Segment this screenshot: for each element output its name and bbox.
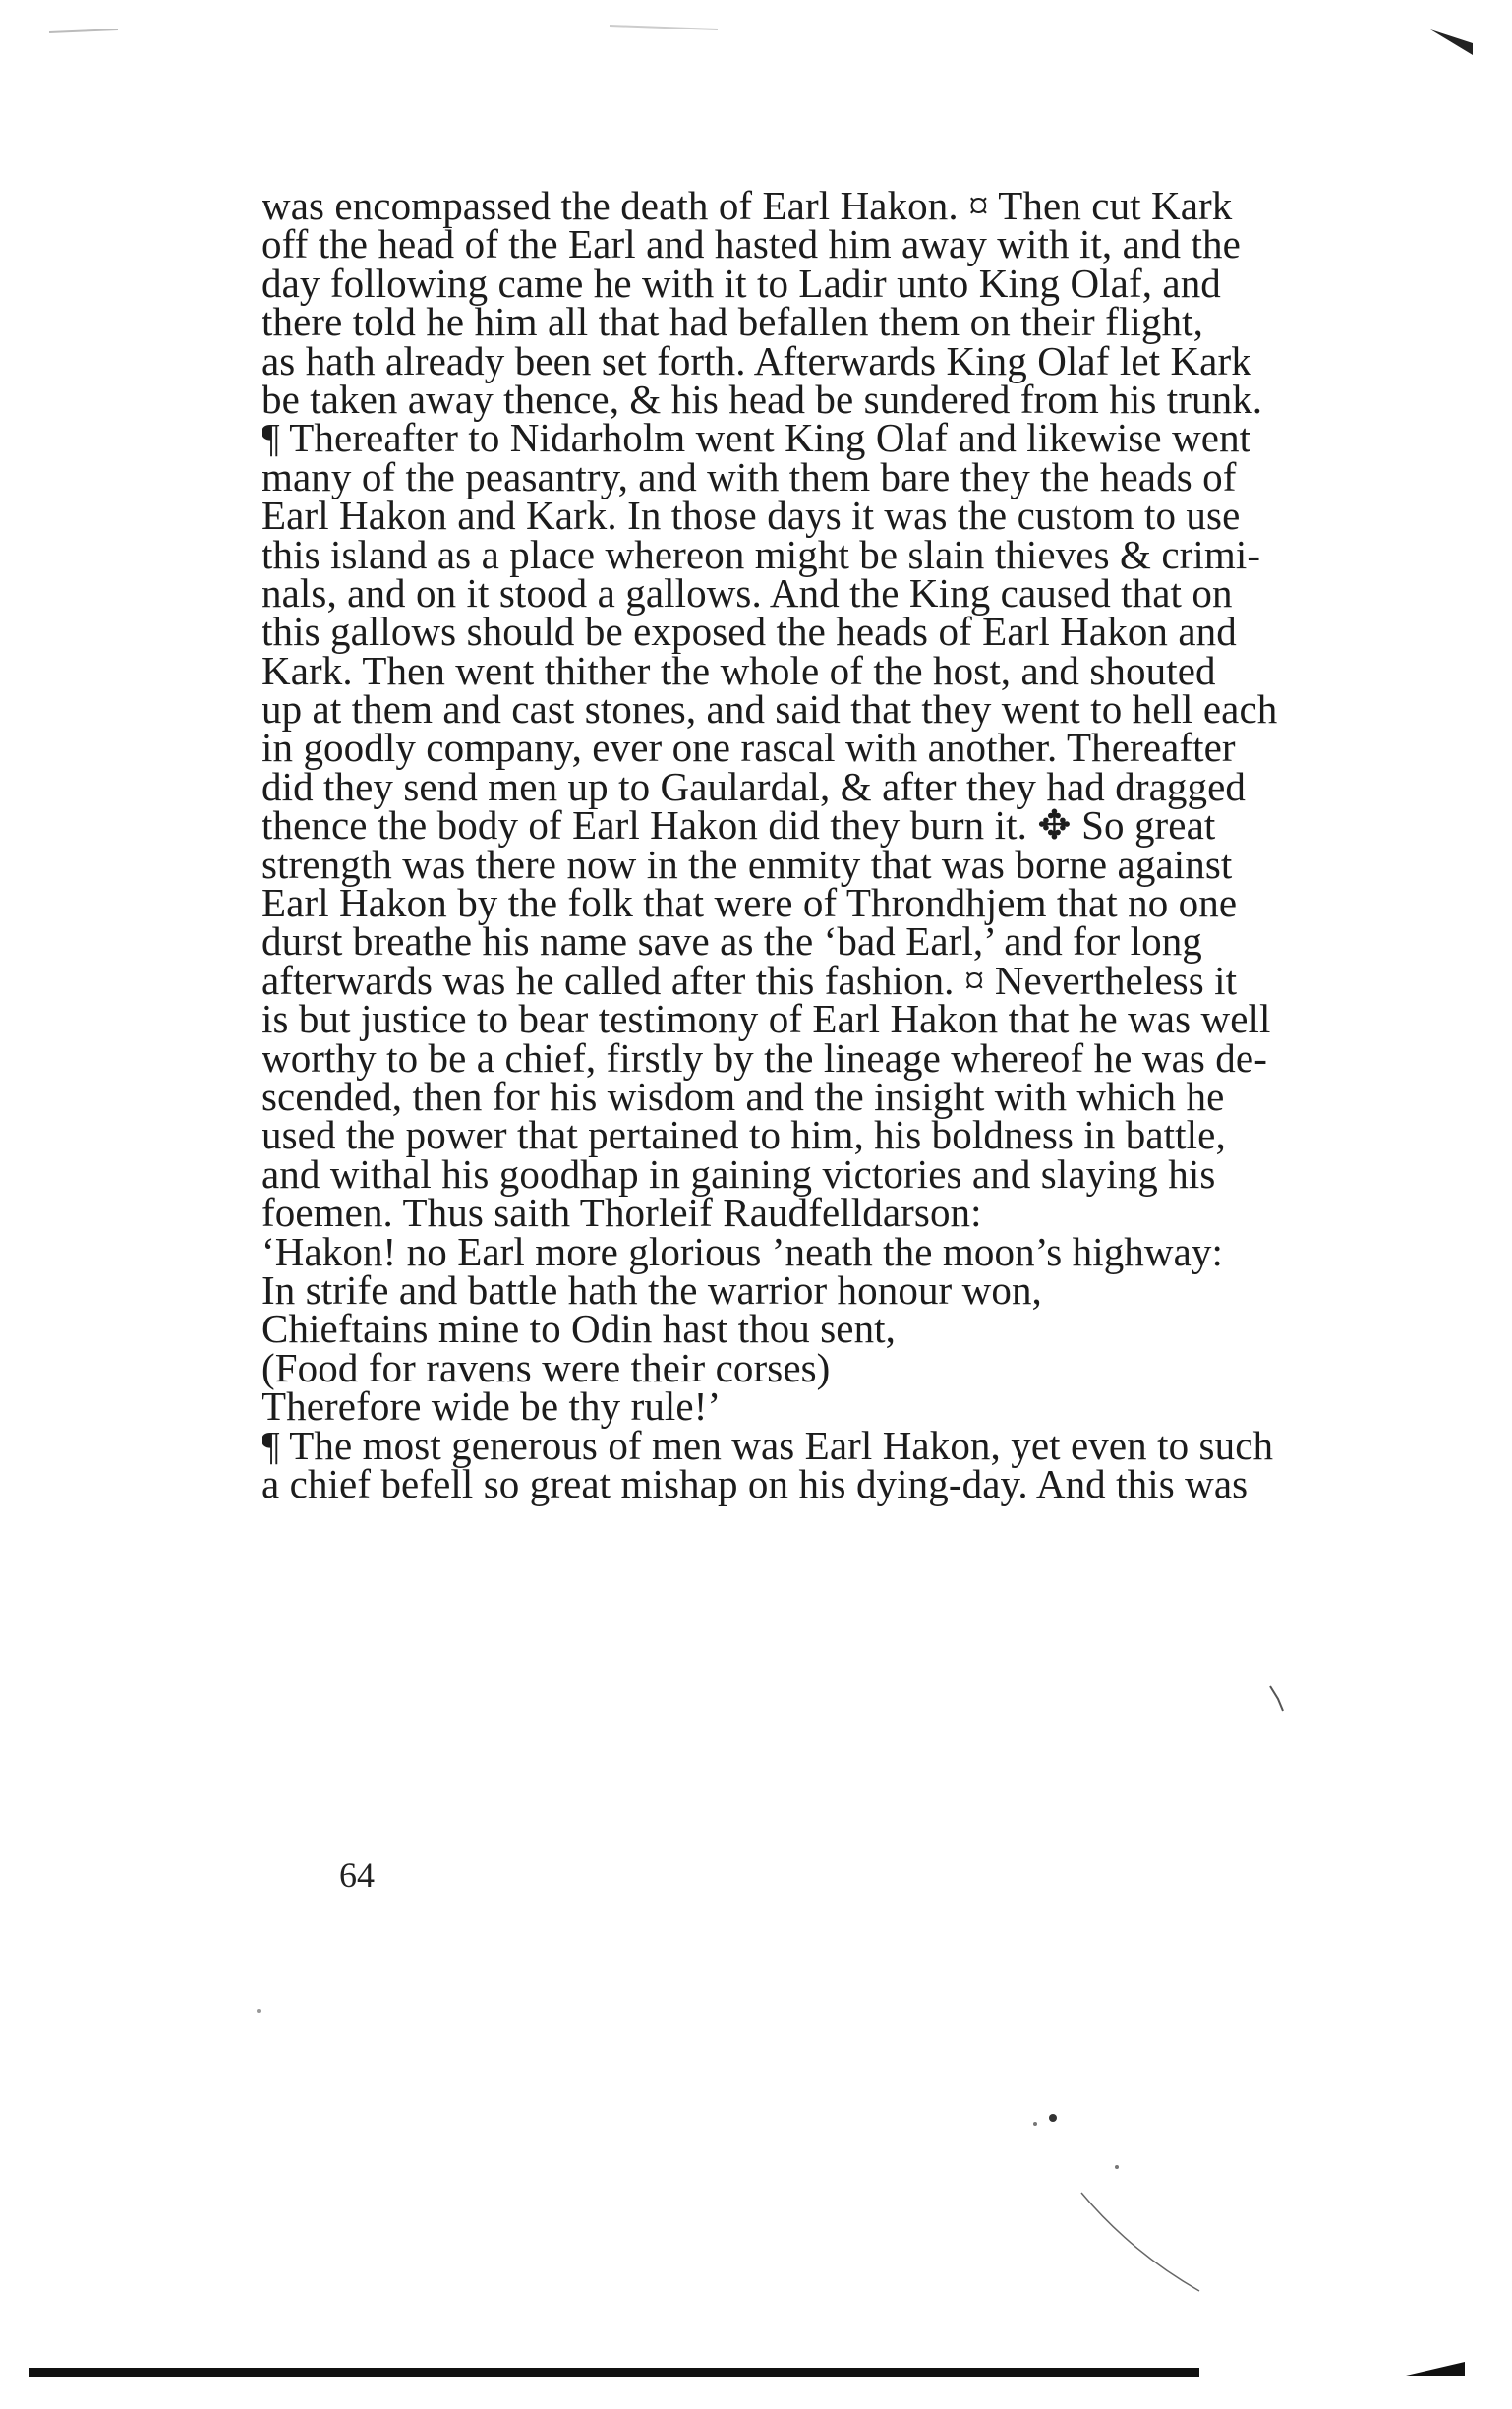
text-line: worthy to be a chief, firstly by the lineage whereof he was de- [262, 1034, 1267, 1081]
text-line: ¶ The most generous of men was Earl Hakon, yet even to such [262, 1422, 1274, 1468]
verse-line: In strife and battle hath the warrior honour won, [262, 1266, 1042, 1313]
text-line: strength was there now in the enmity that was borne against [262, 841, 1233, 887]
text-line: afterwards was he called after this fashion. ¤ Nevertheless it [262, 957, 1238, 1003]
text-line: foemen. Thus saith Thorleif Raudfelldarson: [262, 1190, 982, 1236]
verse-line: (Food for ravens were their corses) [262, 1344, 831, 1390]
text-line: scended, then for his wisdom and the insight with which he [262, 1073, 1225, 1119]
page-number: 64 [339, 1855, 375, 1895]
text-line: a chief befell so great mishap on his dying-day. And this was [262, 1460, 1249, 1506]
text-line: Earl Hakon and Kark. In those days it was the custom to use [262, 493, 1241, 539]
text-line: there told he him all that had befallen them on their flight, [262, 299, 1203, 345]
text-line: did they send men up to Gaulardal, & after they had dragged [262, 763, 1246, 809]
small-tick-mark [1270, 1686, 1283, 1711]
text-line: this gallows should be exposed the heads of Earl Hakon and [262, 609, 1237, 655]
text-line: as hath already been set forth. Afterwards King Olaf let Kark [262, 337, 1251, 383]
text-line: in goodly company, ever one rascal with another. Thereafter [262, 725, 1236, 771]
text-line: nals, and on it stood a gallows. And the King caused that on [262, 569, 1233, 616]
ink-dot [1115, 2165, 1119, 2169]
text-line: this island as a place whereon might be slain thieves & crimi- [262, 531, 1261, 577]
top-edge-marks [0, 0, 1512, 79]
text-line: thence the body of Earl Hakon did they burn it. ✥ So great [262, 802, 1216, 849]
text-line: Earl Hakon by the folk that were of Throndhjem that no one [262, 880, 1238, 926]
speck-center [610, 26, 718, 29]
text-line: up at them and cast stones, and said that they went to hell each [262, 686, 1278, 733]
text-line: be taken away thence, & his head be sundered from his trunk. [262, 376, 1263, 422]
text-line: used the power that pertained to him, his boldness in battle, [262, 1112, 1226, 1158]
ink-dot [257, 2009, 261, 2013]
speck-left [49, 29, 118, 32]
text-line: durst breathe his name save as the ‘bad Earl,’ and for long [262, 918, 1202, 965]
verse-line: Therefore wide be thy rule!’ [262, 1383, 722, 1430]
verse-line: Chieftains mine to Odin hast thou sent, [262, 1306, 897, 1352]
corner-tab-mark [1430, 29, 1473, 55]
text-line: day following came he with it to Ladir unto King Olaf, and [262, 260, 1221, 306]
verse-line: ‘Hakon! no Earl more glorious ’neath the moon’s highway: [262, 1228, 1223, 1274]
main-text [262, 183, 1461, 1506]
ink-dot [1033, 2122, 1037, 2126]
text-line: off the head of the Earl and hasted him away with it, and the [262, 221, 1241, 267]
text-line: is but justice to bear testimony of Earl Hakon that he was well [262, 996, 1271, 1042]
stray-marks [0, 1573, 1512, 2321]
text-line: Kark. Then went thither the whole of the host, and shouted [262, 647, 1216, 693]
bottom-rule [29, 2362, 1465, 2380]
text-line: many of the peasantry, and with them bare they the heads of [262, 453, 1237, 499]
text-line: and withal his goodhap in gaining victories and slaying his [262, 1150, 1216, 1197]
text-line: was encompassed the death of Earl Hakon. ¤ Then cut Kark [262, 183, 1233, 228]
ink-dot [1049, 2114, 1057, 2122]
text-line: ¶ Thereafter to Nidarholm went King Olaf and likewise went [262, 415, 1251, 461]
pencil-stroke [1081, 2193, 1199, 2291]
